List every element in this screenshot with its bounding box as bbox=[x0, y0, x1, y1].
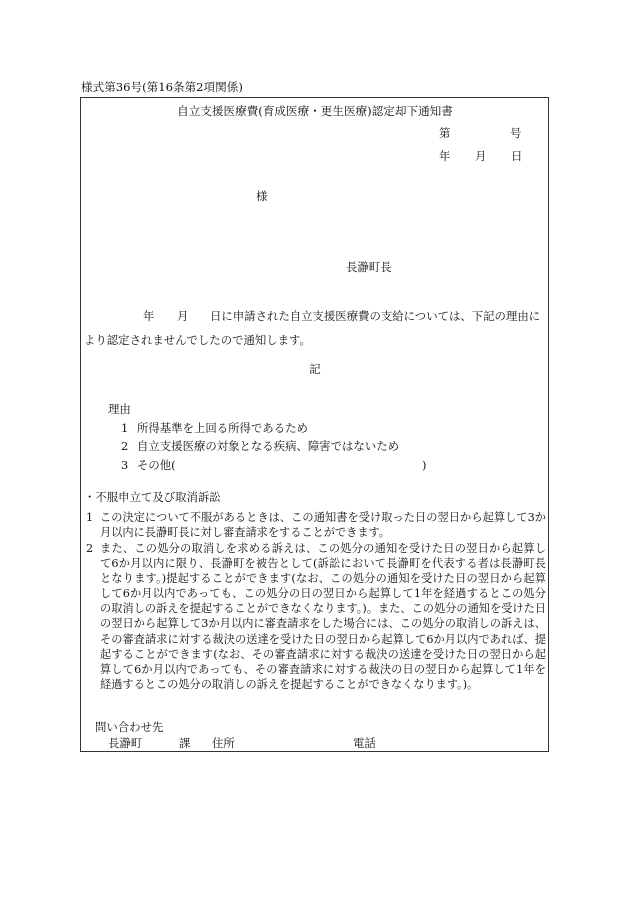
doc-no-go: 号 bbox=[510, 126, 522, 140]
contact-ka: 課 bbox=[179, 736, 191, 750]
contact-phone: 電話 bbox=[353, 736, 376, 750]
date-day: 日 bbox=[511, 149, 523, 163]
reason-item-2-text: 自立支援医療の対象となる疾病、障害ではないため bbox=[137, 439, 399, 453]
reason-item-1-number: 1 bbox=[121, 421, 129, 435]
body-month: 月 bbox=[177, 309, 189, 323]
appeal-paragraph-2-text: また、この処分の取消しを求める訴えは、この処分の通知を受けた日の翌日から起算して6か月以内に限り、長瀞町を被告として(訴訟において長瀞町を代表する者は長瀞町長となります。)提起することができます(なお、この処分の通知を受けた日の翌日から起算して6か月以内であっても、この処分の日の翌日から起算して1年を経過するとこの処分の取消しの訴えを提起することができなくなります。)。また、この処分の通知を受けた日の翌日から起算して3か月以内に審査請求をした場合には、この処分の取消しの訴えは、その審査請求に対する裁決の送達を受けた日の翌日から起算して6か月以内であれば、提起することができます(なお、その審査請求に対する裁決の送達を受けた日の翌日から起算して6か月以内であっても、その審査請求に対する裁決の日の翌日から起算して1年を経過するとこの処分の取消しの訴えを提起することができなくなります。)。 bbox=[100, 542, 546, 691]
reason-item-2-number: 2 bbox=[121, 439, 129, 453]
contact-heading: 問い合わせ先 bbox=[95, 720, 164, 734]
ki-heading: 記 bbox=[309, 362, 321, 376]
reason-item-1-text: 所得基準を上回る所得であるため bbox=[137, 421, 308, 435]
body-line-2: より認定されませんでしたので通知します。 bbox=[84, 333, 311, 347]
issuer: 長瀞町長 bbox=[346, 260, 392, 274]
doc-no-dai: 第 bbox=[439, 126, 451, 140]
date-month: 月 bbox=[475, 149, 487, 163]
reason-item-3-number: 3 bbox=[121, 458, 129, 472]
form-number: 様式第36号(第16条第2項関係) bbox=[81, 80, 243, 94]
appeal-paragraph-1 bbox=[86, 510, 546, 540]
reason-item-3-close: ) bbox=[422, 458, 427, 472]
contact-address: 住所 bbox=[212, 736, 235, 750]
reason-heading: 理由 bbox=[108, 402, 131, 416]
date-year: 年 bbox=[439, 149, 451, 163]
appeal-heading: ・不服申立て及び取消訴訟 bbox=[84, 490, 221, 504]
appeal-paragraph-2 bbox=[86, 541, 546, 692]
appeal-paragraph-1-number: 1 bbox=[86, 511, 94, 524]
appeal-paragraph-2-number: 2 bbox=[86, 542, 94, 555]
body-year: 年 bbox=[143, 309, 155, 323]
contact-town: 長瀞町 bbox=[108, 736, 143, 750]
body-line-1: 日に申請された自立支援医療費の支給については、下記の理由に bbox=[210, 309, 541, 323]
appeal-paragraph-1-text: この決定について不服があるときは、この通知書を受け取った日の翌日から起算して3か月以内に長瀞町長に対し審査請求をすることができます。 bbox=[100, 511, 546, 540]
document-title: 自立支援医療費(育成医療・更生医療)認定却下通知書 bbox=[177, 104, 453, 118]
addressee-honorific: 様 bbox=[256, 189, 268, 203]
reason-item-3-text: その他( bbox=[137, 458, 176, 472]
